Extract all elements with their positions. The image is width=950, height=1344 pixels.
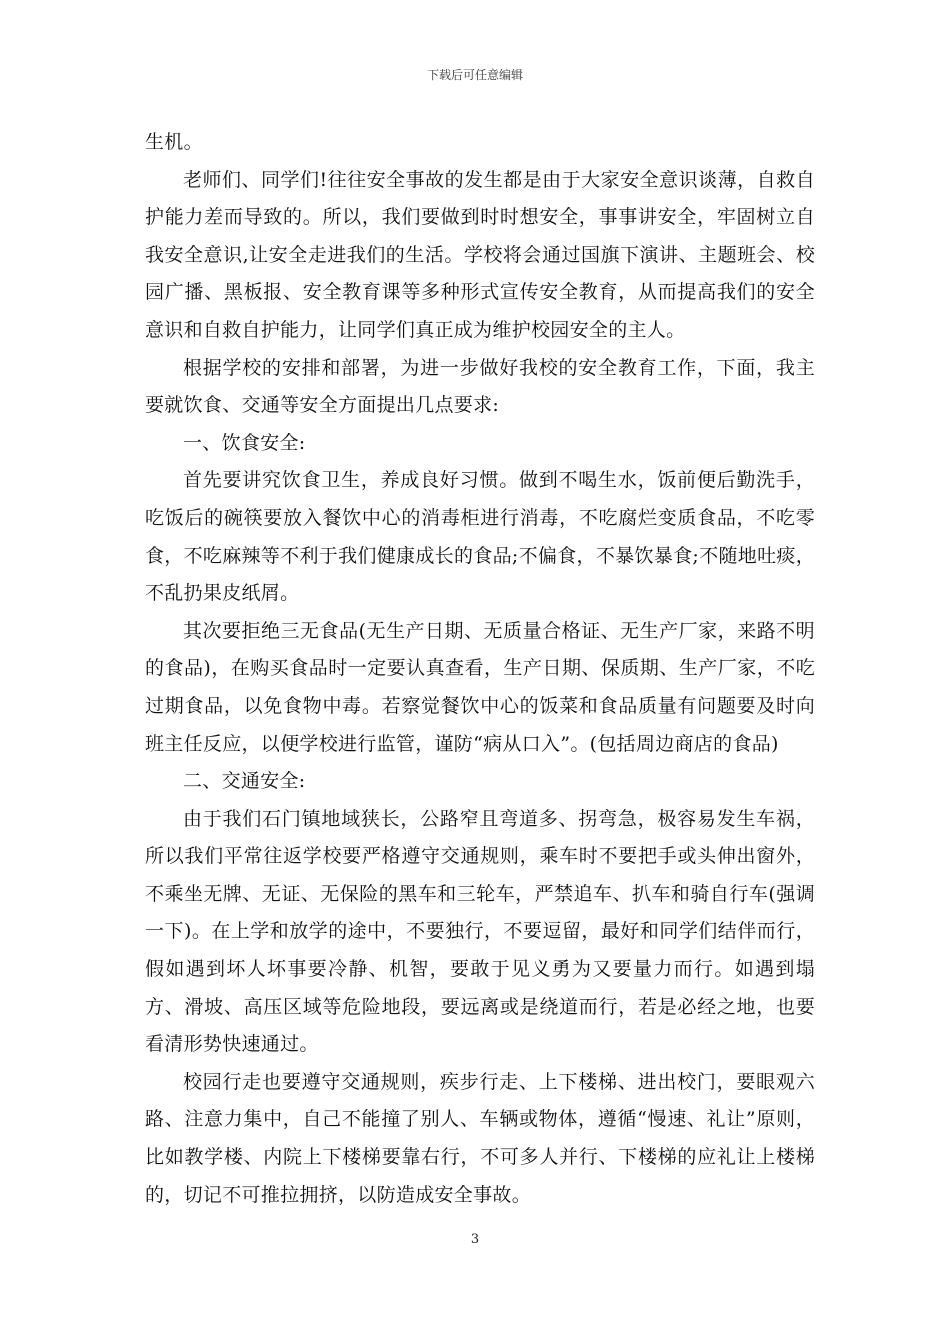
paragraph-requirements-intro: 根据学校的安排和部署，为进一步做好我校的安全教育工作，下面，我主要就饮食、交通等安全方面提出几点要求: [145, 356, 815, 417]
paragraph-safety-awareness: 老师们、同学们!往往安全事故的发生都是由于大家安全意识谈薄，自救自护能力差而导致的。所以，我们要做到时时想安全，事事讲安全，牢固树立自我安全意识,让安全走进我们的生活。学校将会通过国旗下演讲、主题班会、校园广播、黑板报、安全教育课等多种形式宣传安全教育，从而提高我们的安全意识和自救自护能力，让同学们真正成为维护校园安全的主人。 [145, 168, 815, 341]
paragraph-three-no-foods: 其次要拒绝三无食品(无生产日期、无质量合格证、无生产厂家，来路不明的食品)，在购买食品时一定要认真查看，生产日期、保质期、生产厂家，不吃过期食品，以免食物中毒。若察觉餐饮中心的饭菜和食品质量有问题要及时向班主任反应，以便学校进行监管，谨防“病从口入”。(包括周边商店的食品) [145, 619, 815, 755]
section-heading-traffic-safety: 二、交通安全: [183, 770, 306, 793]
page-number: 3 [470, 1232, 480, 1247]
section-heading-food-safety: 一、饮食安全: [183, 431, 306, 454]
paragraph-continuation: 生机。 [145, 131, 203, 153]
page-header: 下载后可任意编辑 [426, 68, 523, 82]
paragraph-campus-walking: 校园行走也要遵守交通规则，疾步行走、上下楼梯、进出校门，要眼观六路、注意力集中，自己不能撞了别人、车辆或物体，遵循“慢速、礼让”原则，比如教学楼、内院上下楼梯要靠右行，不可多人并行、下楼梯的应礼让上楼梯的，切记不可推拉拥挤，以防造成安全事故。 [145, 1070, 815, 1206]
paragraph-food-hygiene: 首先要讲究饮食卫生，养成良好习惯。做到不喝生水，饭前便后勤洗手，吃饭后的碗筷要放入餐饮中心的消毒柜进行消毒，不吃腐烂变质食品，不吃零食，不吃麻辣等不利于我们健康成长的食品;不偏食，不暴饮暴食;不随地吐痰，不乱扔果皮纸屑。 [145, 469, 815, 605]
paragraph-road-safety: 由于我们石门镇地域狭长，公路窄且弯道多、拐弯急，极容易发生车祸，所以我们平常往返学校要严格遵守交通规则，乘车时不要把手或头伸出窗外，不乘坐无牌、无证、无保险的黑车和三轮车，严禁追车、扒车和骑自行车(强调一下)。在上学和放学的途中，不要独行，不要逗留，最好和同学们结伴而行，假如遇到坏人坏事要冷静、机智，要敢于见义勇为又要量力而行。如遇到塌方、滑坡、高压区域等危险地段，要远离或是绕道而行，若是必经之地，也要看清形势快速通过。 [145, 807, 815, 1056]
document-body [145, 124, 815, 1214]
